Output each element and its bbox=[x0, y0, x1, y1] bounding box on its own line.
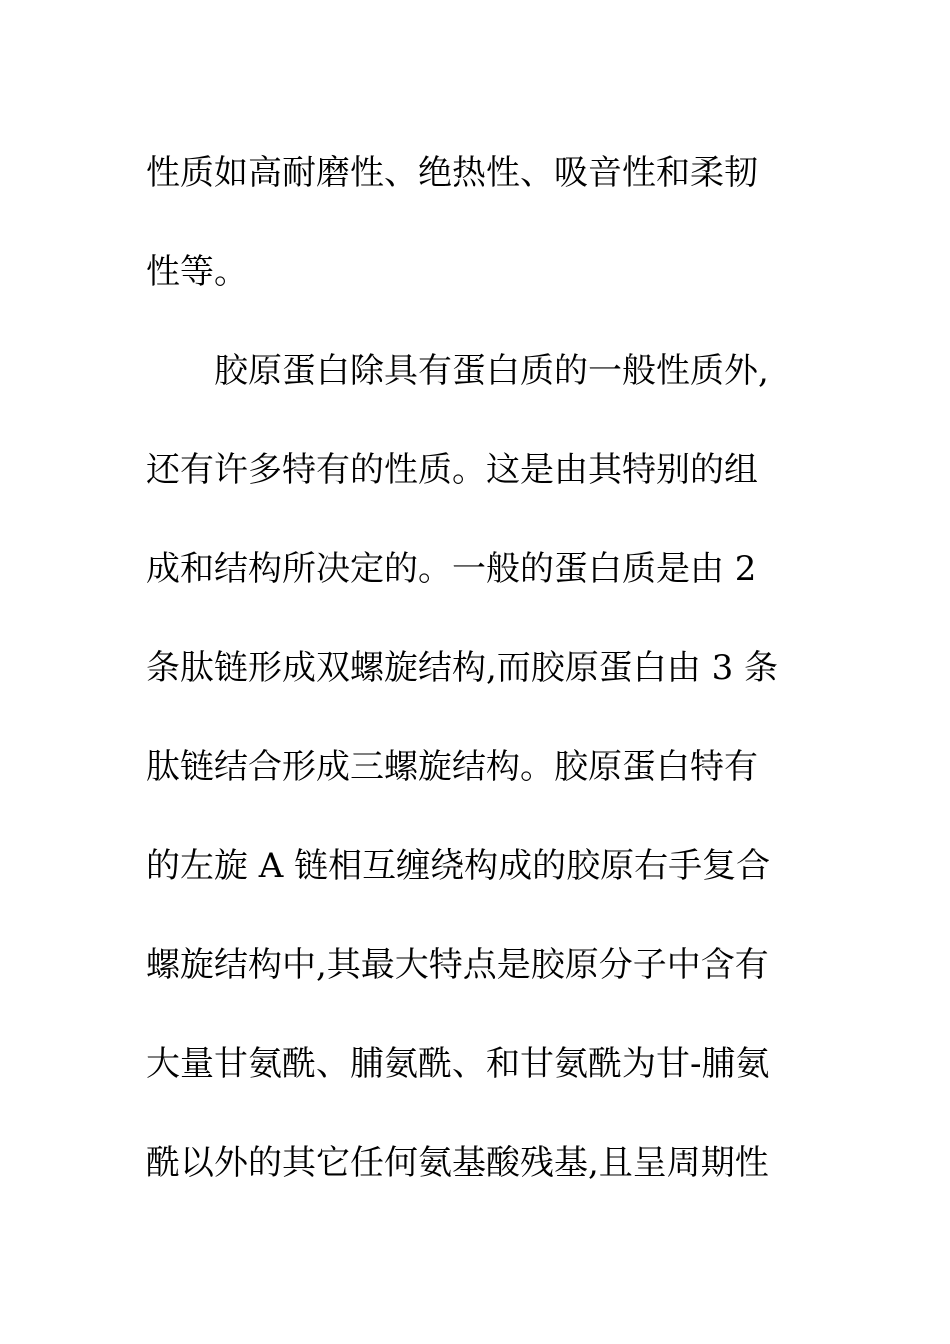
text-line: 成和结构所决定的。一般的蛋白质是由 2 bbox=[146, 549, 757, 589]
text-line: 的左旋 A 链相互缠绕构成的胶原右手复合 bbox=[146, 846, 771, 886]
text-line: 肽链结合形成三螺旋结构。胶原蛋白特有 bbox=[146, 747, 758, 787]
text-line: 还有许多特有的性质。这是由其特别的组 bbox=[146, 450, 758, 490]
text-line: 性等。 bbox=[146, 252, 248, 292]
text-line: 螺旋结构中,其最大特点是胶原分子中含有 bbox=[146, 945, 769, 985]
text-line: 条肽链形成双螺旋结构,而胶原蛋白由 3 条 bbox=[146, 648, 779, 688]
body-text bbox=[146, 124, 806, 1213]
text-line: 酰以外的其它任何氨基酸残基,且呈周期性 bbox=[146, 1143, 769, 1183]
text-line: 性质如高耐磨性、绝热性、吸音性和柔韧 bbox=[146, 153, 758, 193]
paragraph-start-line: 胶原蛋白除具有蛋白质的一般性质外, bbox=[214, 351, 769, 391]
text-line: 大量甘氨酰、脯氨酰、和甘氨酰为甘-脯氨 bbox=[146, 1044, 770, 1084]
